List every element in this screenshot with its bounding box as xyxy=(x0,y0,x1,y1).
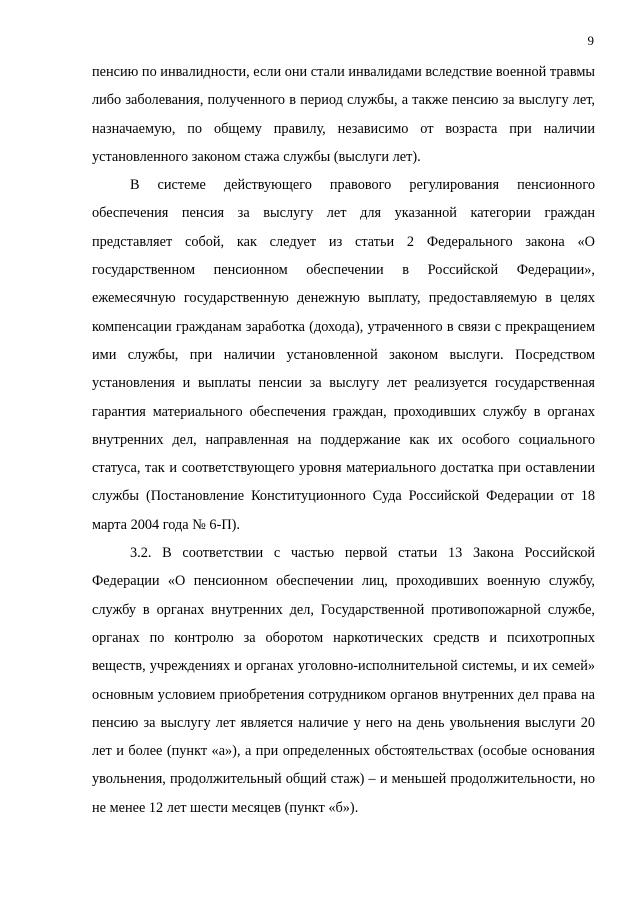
document-body xyxy=(92,58,595,822)
paragraph-pension-regulation: В системе действующего правового регулирования пенсионного обеспечения пенсия за выслугу лет для указанной категории граждан представляет собой, как следует из статьи 2 Федерального закона «О государственном пенсионном обеспечении в Российской Федерации», ежемесячную государственную денежную выплату, предоставляемую в целях компенсации гражданам заработка (дохода), утраченного в связи с прекращением ими службы, при наличии установленной законом выслуги. Посредством установления и выплаты пенсии за выслугу лет реализуется государственная гарантия материального обеспечения граждан, проходивших службу в органах внутренних дел, направленная на поддержание как их особого социального статуса, так и соответствующего уровня материального достатка при оставлении службы (Постановление Конституционного Суда Российской Федерации от 18 марта 2004 года № 6-П). xyxy=(92,177,595,533)
paragraph-section-3-2: 3.2. В соответствии с частью первой статьи 13 Закона Российской Федерации «О пенсионном обеспечении лиц, проходивших военную службу, службу в органах внутренних дел, Государственной противопожарной службе, органах по контролю за оборотом наркотических средств и психотропных веществ, учреждениях и органах уголовно-исполнительной системы, и их семей» основным условием приобретения сотрудником органов внутренних дел права на пенсию за выслугу лет является наличие у него на день увольнения выслуги 20 лет и более (пункт «а»), а при определенных обстоятельствах (особые основания увольнения, продолжительный общий стаж) – и меньшей продолжительности, но не менее 12 лет шести месяцев (пункт «б»). xyxy=(92,545,595,816)
page-number: 9 xyxy=(587,33,594,48)
paragraph-pension-types: пенсию по инвалидности, если они стали инвалидами вследствие военной травмы либо заболевания, полученного в период службы, а также пенсию за выслугу лет, назначаемую, по общему правилу, независимо от возраста при наличии установленного законом стажа службы (выслуги лет). xyxy=(92,64,595,165)
